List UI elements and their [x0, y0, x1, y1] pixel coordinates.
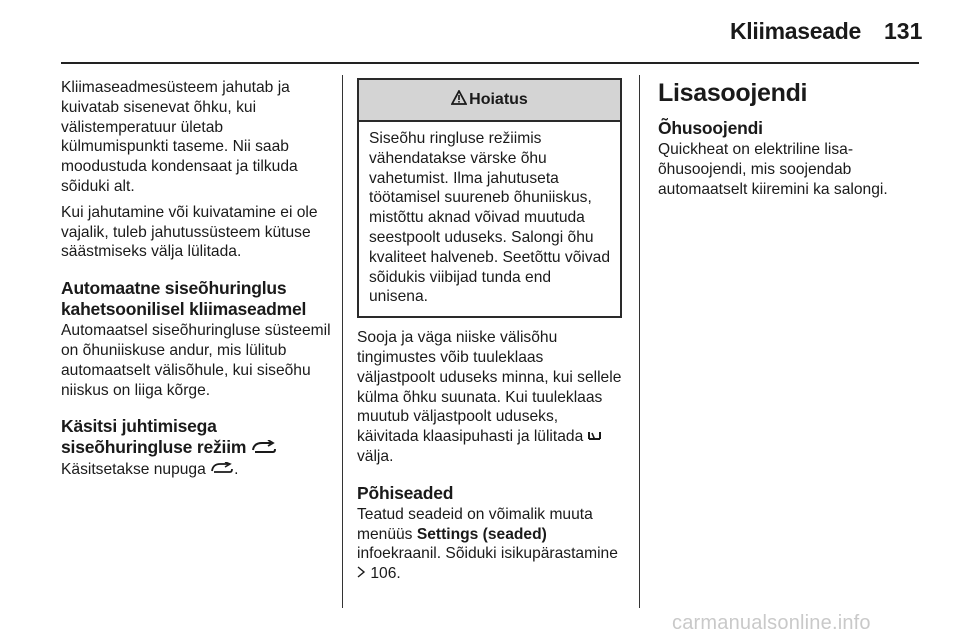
page-number: 131: [884, 18, 923, 44]
col2-heading: Põhiseaded: [357, 482, 454, 503]
column-3: [658, 78, 920, 205]
col1-paragraph-3: Automaatsel siseõhuringluse süsteemil on õhuniiskuse andur, mis lülitub automaatselt välisõhule, kui siseõhu niiskus on liiga kõrge.: [61, 322, 331, 399]
wiper-icon: [588, 427, 601, 447]
col2-paragraph-1: [357, 328, 622, 467]
col1-paragraph-4-text: Käsitsetakse nupuga: [61, 461, 206, 479]
col1-heading-1-line-2: kahetsoonilisel kliimaseadmel: [61, 299, 307, 320]
column-divider-1: [342, 75, 343, 608]
header-rule: [61, 62, 919, 64]
warning-header: [359, 80, 620, 122]
col3-title: Lisasoojendi: [658, 79, 808, 107]
column-2: [357, 78, 622, 590]
column-divider-2: [639, 75, 640, 608]
recirculation-icon: [251, 438, 277, 459]
col2-paragraph-1-text: Sooja ja väga niiske välisõhu tingimustes võib tuuleklaas väljastpoolt uduseks minna, kui sellele külma õhku suunata. Kui tuuleklaas muutub väljastpoolt uduseks, käivitada klaasipuhasti ja lülitada: [357, 329, 622, 446]
col2-paragraph-1-end: välja.: [357, 447, 394, 465]
recirculation-icon: [210, 460, 234, 480]
col1-heading-2: [61, 416, 333, 459]
col1-heading-1: [61, 278, 333, 320]
warning-title: Hoiatus: [469, 91, 528, 109]
col2-paragraph-2-cont: infoekraanil. Sõiduki isikupärastamine: [357, 545, 618, 563]
col1-heading-2-line-1: Käsitsi juhtimisega: [61, 416, 217, 437]
col3-paragraph-1: Quickheat on elektriline lisa-õhusoojendi, mis soojendab automaatselt kiiremini ka salongi.: [658, 141, 888, 198]
settings-menu-label: Settings (seaded): [416, 525, 547, 543]
header-title: Kliimaseade: [730, 18, 861, 44]
col2-paragraph-2: [357, 505, 622, 584]
col1-heading-1-line-1: Automaatne siseõhuringlus: [61, 278, 287, 299]
warning-box: [357, 78, 622, 318]
watermark: carmanualsonline.info: [672, 612, 871, 634]
col1-heading-2-line-2: siseõhuringluse režiim: [61, 437, 247, 458]
warning-text: Siseõhu ringluse režiimis vähendatakse värske õhu vahetumist. Ilma jahutuseta töötamisel suureneb õhuniiskus, mistõttu aknad võivad muutuda seestpoolt uduseks. Salongi õhu kvaliteet halveneb. Seetõttu võivad sõidukis viibijad tunda end unisena.: [369, 130, 610, 306]
page-ref-arrow-icon: [357, 564, 366, 584]
col2-paragraph-2-text: Teatud seadeid on võimalik muuta menüüs: [357, 505, 593, 543]
page-reference: 106.: [370, 565, 401, 583]
warning-triangle-icon: [451, 90, 467, 110]
column-1: [61, 78, 333, 486]
col1-paragraph-2: Kui jahutamine või kuivatamine ei ole vajalik, tuleb jahutussüsteem kütuse säästmiseks välja lülitada.: [61, 203, 318, 261]
col3-heading: Õhusoojendi: [658, 118, 763, 138]
col1-paragraph-1: Kliimaseadmesüsteem jahutab ja kuivatab sisenevat õhku, kui välistemperatuur ületab külmumispunkti taseme. Nii saab moodustuda kondensaat ja tilkuda sõiduki alt.: [61, 79, 298, 195]
col1-paragraph-4: Käsitsetakse nupuga .: [61, 461, 239, 479]
